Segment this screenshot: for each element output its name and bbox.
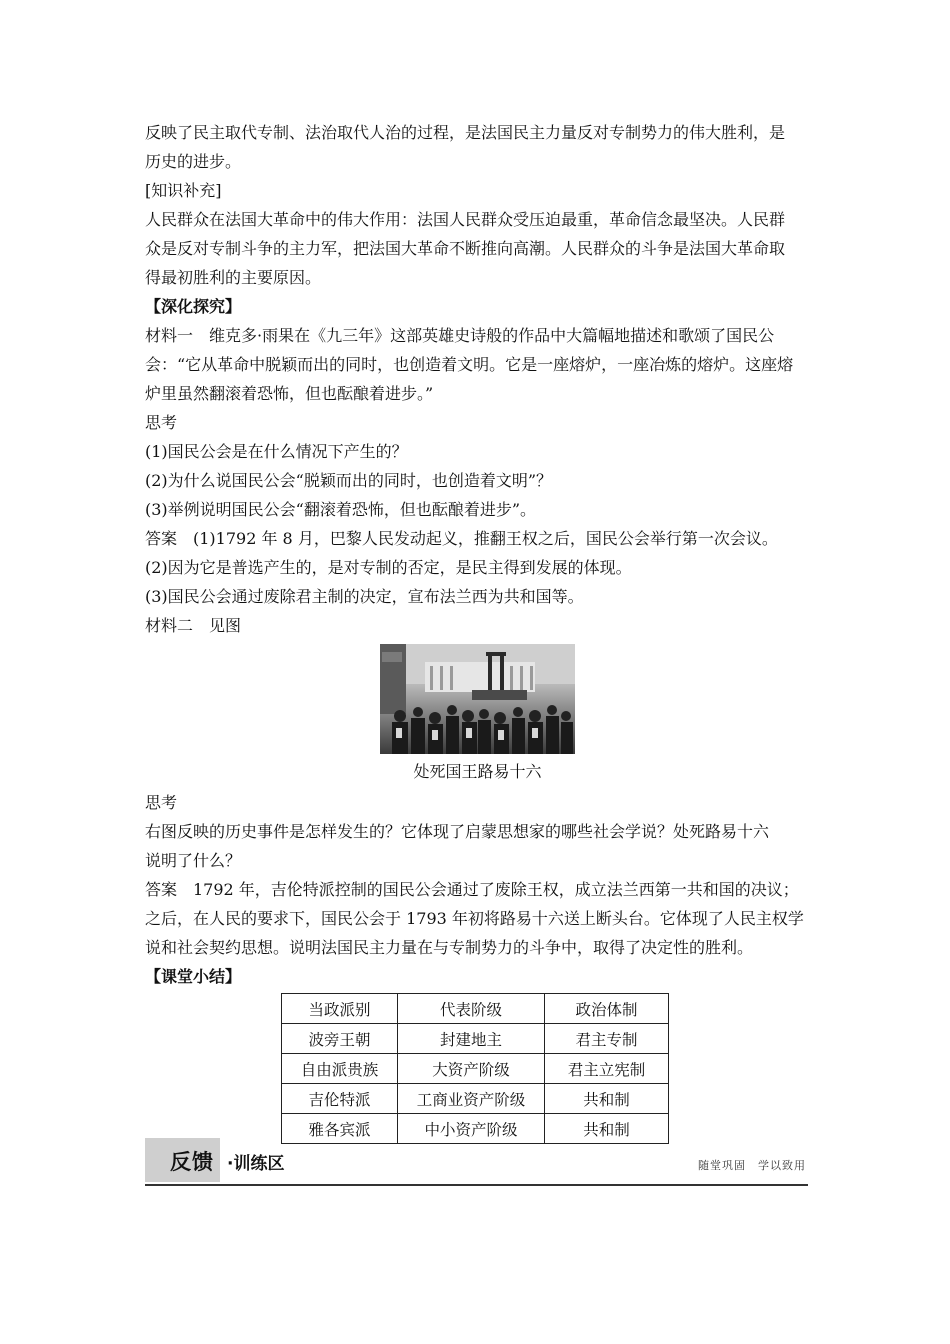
document-body (145, 118, 810, 1144)
answer-line: (2)因为它是普选产生的，是对专制的否定，是民主得到发展的体现。 (145, 558, 632, 577)
question-line: 说明了什么？ (145, 851, 242, 870)
text-line: 历史的进步。 (145, 152, 242, 171)
material-two-label: 材料二 见图 (145, 616, 242, 635)
text-line: 炉里虽然翻滚着恐怖，但也酝酿着进步。” (145, 384, 434, 403)
table-cell: 雅各宾派 (282, 1114, 398, 1144)
intro-paragraphs (145, 118, 810, 292)
table-cell: 吉伦特派 (282, 1084, 398, 1114)
table-header-cell: 政治体制 (545, 994, 669, 1024)
table-header-cell: 当政派别 (282, 994, 398, 1024)
think-label: 思考 (145, 793, 178, 812)
table-cell: 中小资产阶级 (398, 1114, 545, 1144)
table-cell: 君主立宪制 (545, 1054, 669, 1084)
feedback-slogan: 随堂巩固 学以致用 (698, 1159, 806, 1172)
think-label: 思考 (145, 413, 178, 432)
feedback-section-header (145, 1138, 808, 1186)
answer-line: (3)国民公会通过废除君主制的决定，宣布法兰西为共和国等。 (145, 587, 584, 606)
knowledge-supplement-label: [知识补充] (145, 181, 222, 200)
table-cell: 自由派贵族 (282, 1054, 398, 1084)
table-cell: 君主专制 (545, 1024, 669, 1054)
table-cell: 工商业资产阶级 (398, 1084, 545, 1114)
table-row (282, 1024, 669, 1054)
section-heading-class-summary: 【课堂小结】 (145, 967, 242, 986)
answer-line: 答案 (1)1792 年 8 月，巴黎人民发动起义，推翻王权之后，国民公会举行第一次会议。 (145, 529, 778, 548)
figure-caption: 处死国王路易十六 (413, 762, 542, 781)
text-line: 人民群众在法国大革命中的伟大作用：法国人民群众受压迫最重，革命信念最坚决。人民群 (145, 210, 786, 229)
text-line: 材料一 维克多·雨果在《九三年》这部英雄史诗般的作品中大篇幅地描述和歌颂了国民公 (145, 326, 775, 345)
table-cell: 波旁王朝 (282, 1024, 398, 1054)
feedback-title: 反馈 (170, 1150, 214, 1174)
table-cell: 共和制 (545, 1084, 669, 1114)
table-row (282, 1084, 669, 1114)
answer-line: 之后，在人民的要求下，国民公会于 1793 年初将路易十六送上断头台。它体现了人民主权学 (145, 909, 804, 928)
table-header-cell: 代表阶级 (398, 994, 545, 1024)
table-cell: 共和制 (545, 1114, 669, 1144)
text-line: 会：“它从革命中脱颖而出的同时，也创造着文明。它是一座熔炉，一座冶炼的熔炉。这座熔 (145, 355, 794, 374)
table-row (282, 1054, 669, 1084)
text-line: 得最初胜利的主要原因。 (145, 268, 322, 287)
question-line: (2)为什么说国民公会“脱颖而出的同时，也创造着文明”？ (145, 471, 553, 490)
answer-line: 说和社会契约思想。说明法国民主力量在与专制势力的斗争中，取得了决定性的胜利。 (145, 938, 754, 957)
feedback-subtitle: ·训练区 (227, 1154, 285, 1174)
text-line: 众是反对专制斗争的主力军，把法国大革命不断推向高潮。人民群众的斗争是法国大革命取 (145, 239, 786, 258)
question-line: 右图反映的历史事件是怎样发生的？它体现了启蒙思想家的哪些社会学说？处死路易十六 (145, 822, 770, 841)
table-cell: 大资产阶级 (398, 1054, 545, 1084)
question-line: (1)国民公会是在什么情况下产生的？ (145, 442, 408, 461)
historical-engraving-image (380, 644, 575, 754)
figure-execution-of-louis-xvi (145, 644, 810, 788)
answer-line: 答案 1792 年，吉伦特派控制的国民公会通过了废除王权，成立法兰西第一共和国的决议； (145, 880, 799, 899)
summary-table (281, 993, 669, 1144)
table-cell: 封建地主 (398, 1024, 545, 1054)
text-line: 反映了民主取代专制、法治取代人治的过程，是法国民主力量反对专制势力的伟大胜利，是 (145, 123, 786, 142)
section-heading-deep-inquiry: 【深化探究】 (145, 297, 242, 316)
material-two (145, 788, 810, 962)
material-one (145, 321, 810, 640)
question-line: (3)举例说明国民公会“翻滚着恐怖，但也酝酿着进步”。 (145, 500, 537, 519)
table-header-row (282, 994, 669, 1024)
